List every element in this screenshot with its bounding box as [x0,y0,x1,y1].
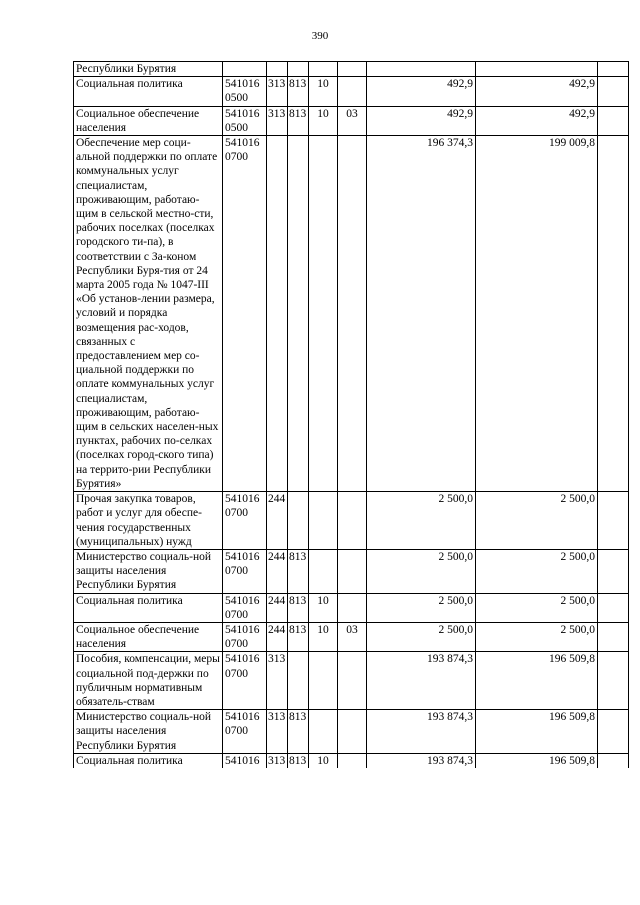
table-row [74,710,629,754]
row-section-cell [309,549,338,593]
row-empty-cell [598,77,629,106]
row-section-cell: 10 [309,622,338,651]
row-name-cell: Социальная политика [74,593,223,622]
row-admin-code-cell: 813 [288,622,309,651]
row-section-cell [309,62,338,77]
row-subsection-cell [338,136,367,492]
row-expense-type-cell: 313 [267,710,288,754]
row-amount-year1-cell: 492,9 [367,106,476,135]
row-name-cell: Республики Бурятия [74,62,223,77]
row-section-cell [309,710,338,754]
row-expense-type-cell: 313 [267,753,288,768]
row-section-cell [309,492,338,550]
page-number: 390 [311,30,329,42]
row-empty-cell [598,136,629,492]
row-amount-year1-cell: 196 374,3 [367,136,476,492]
row-empty-cell [598,492,629,550]
row-expense-type-cell: 244 [267,622,288,651]
row-amount-year2-cell: 2 500,0 [476,549,598,593]
row-subsection-cell: 03 [338,622,367,651]
row-code-cell: 541016 0700 [223,549,267,593]
row-amount-year2-cell: 199 009,8 [476,136,598,492]
row-empty-cell [598,710,629,754]
row-admin-code-cell [288,652,309,710]
row-admin-code-cell: 813 [288,593,309,622]
row-name-cell: Социальная политика [74,77,223,106]
row-expense-type-cell: 313 [267,652,288,710]
row-amount-year1-cell: 193 874,3 [367,652,476,710]
row-expense-type-cell: 313 [267,77,288,106]
row-expense-type-cell: 313 [267,106,288,135]
row-empty-cell [598,549,629,593]
row-amount-year2-cell: 196 509,8 [476,753,598,768]
row-empty-cell [598,62,629,77]
row-admin-code-cell: 813 [288,753,309,768]
row-name-cell: Министерство социаль-ной защиты населения Республики Бурятия [74,710,223,754]
row-amount-year2-cell: 2 500,0 [476,593,598,622]
table-row [74,622,629,651]
row-admin-code-cell [288,136,309,492]
table-row [74,593,629,622]
row-empty-cell [598,593,629,622]
row-amount-year2-cell: 196 509,8 [476,652,598,710]
row-name-cell: Министерство социаль-ной защиты населения Республики Бурятия [74,549,223,593]
row-amount-year1-cell: 193 874,3 [367,753,476,768]
row-name-cell: Прочая закупка товаров, работ и услуг для обеспе-чения государственных (муниципальных) нужд [74,492,223,550]
row-code-cell: 541016 0700 [223,136,267,492]
row-code-cell: 541016 0700 [223,593,267,622]
row-name-cell: Социальное обеспечение населения [74,106,223,135]
table-row [74,753,629,768]
row-empty-cell [598,622,629,651]
row-name-cell: Социальное обеспечение населения [74,622,223,651]
row-amount-year2-cell: 492,9 [476,106,598,135]
row-name-cell: Пособия, компенсации, меры социальной под-держки по публичным нормативным обязатель-ствам [74,652,223,710]
table-row [74,492,629,550]
row-amount-year1-cell: 2 500,0 [367,622,476,651]
row-subsection-cell [338,652,367,710]
row-subsection-cell [338,492,367,550]
row-expense-type-cell: 244 [267,549,288,593]
row-name-cell: Обеспечение мер соци-альной поддержки по оплате коммунальных услуг специалистам, проживающим, работаю-щим в сельской местно-сти, рабочих поселках (поселках городского ти-па), в соответствии с За-коном Республики Буря-тия от 24 марта 2005 года № 1047-III «Об установ-лении размера, условий и порядка возмещения рас-ходов, связанных с предоставлением мер со-циальной поддержки по оплате коммунальных услуг специалистам, проживающим, работаю-щим в сельских населен-ных пунктах, рабочих по-селках (поселках город-ского типа) на террито-рии Республики Бурятия» [74,136,223,492]
row-admin-code-cell: 813 [288,106,309,135]
row-admin-code-cell [288,492,309,550]
row-amount-year1-cell: 2 500,0 [367,492,476,550]
row-amount-year1-cell: 2 500,0 [367,549,476,593]
row-section-cell [309,652,338,710]
row-amount-year1-cell: 2 500,0 [367,593,476,622]
row-subsection-cell [338,549,367,593]
row-subsection-cell [338,62,367,77]
row-section-cell: 10 [309,106,338,135]
row-code-cell: 541016 0500 [223,106,267,135]
row-subsection-cell [338,593,367,622]
table-row [74,77,629,106]
row-empty-cell [598,753,629,768]
budget-table [73,61,629,768]
row-empty-cell [598,652,629,710]
row-amount-year2-cell: 2 500,0 [476,492,598,550]
row-section-cell [309,136,338,492]
table-row [74,652,629,710]
row-amount-year2-cell: 196 509,8 [476,710,598,754]
row-code-cell: 541016 0700 [223,710,267,754]
row-subsection-cell: 03 [338,106,367,135]
row-amount-year2-cell: 492,9 [476,77,598,106]
row-amount-year1-cell: 492,9 [367,77,476,106]
row-amount-year1-cell [367,62,476,77]
row-expense-type-cell: 244 [267,492,288,550]
row-admin-code-cell: 813 [288,549,309,593]
row-expense-type-cell: 244 [267,593,288,622]
table-row [74,136,629,492]
table-row [74,549,629,593]
row-admin-code-cell [288,62,309,77]
row-code-cell: 541016 0700 [223,652,267,710]
row-code-cell [223,62,267,77]
row-section-cell: 10 [309,753,338,768]
row-amount-year2-cell: 2 500,0 [476,622,598,651]
row-code-cell: 541016 0500 [223,77,267,106]
row-amount-year2-cell [476,62,598,77]
row-empty-cell [598,106,629,135]
table-row [74,62,629,77]
row-code-cell: 541016 0700 [223,492,267,550]
row-expense-type-cell [267,136,288,492]
row-name-cell: Социальная политика [74,753,223,768]
table-row [74,106,629,135]
row-code-cell: 541016 0700 [223,622,267,651]
row-amount-year1-cell: 193 874,3 [367,710,476,754]
row-subsection-cell [338,77,367,106]
row-subsection-cell [338,710,367,754]
row-section-cell: 10 [309,593,338,622]
row-admin-code-cell: 813 [288,77,309,106]
row-section-cell: 10 [309,77,338,106]
row-admin-code-cell: 813 [288,710,309,754]
row-subsection-cell [338,753,367,768]
row-code-cell: 541016 [223,753,267,768]
row-expense-type-cell [267,62,288,77]
